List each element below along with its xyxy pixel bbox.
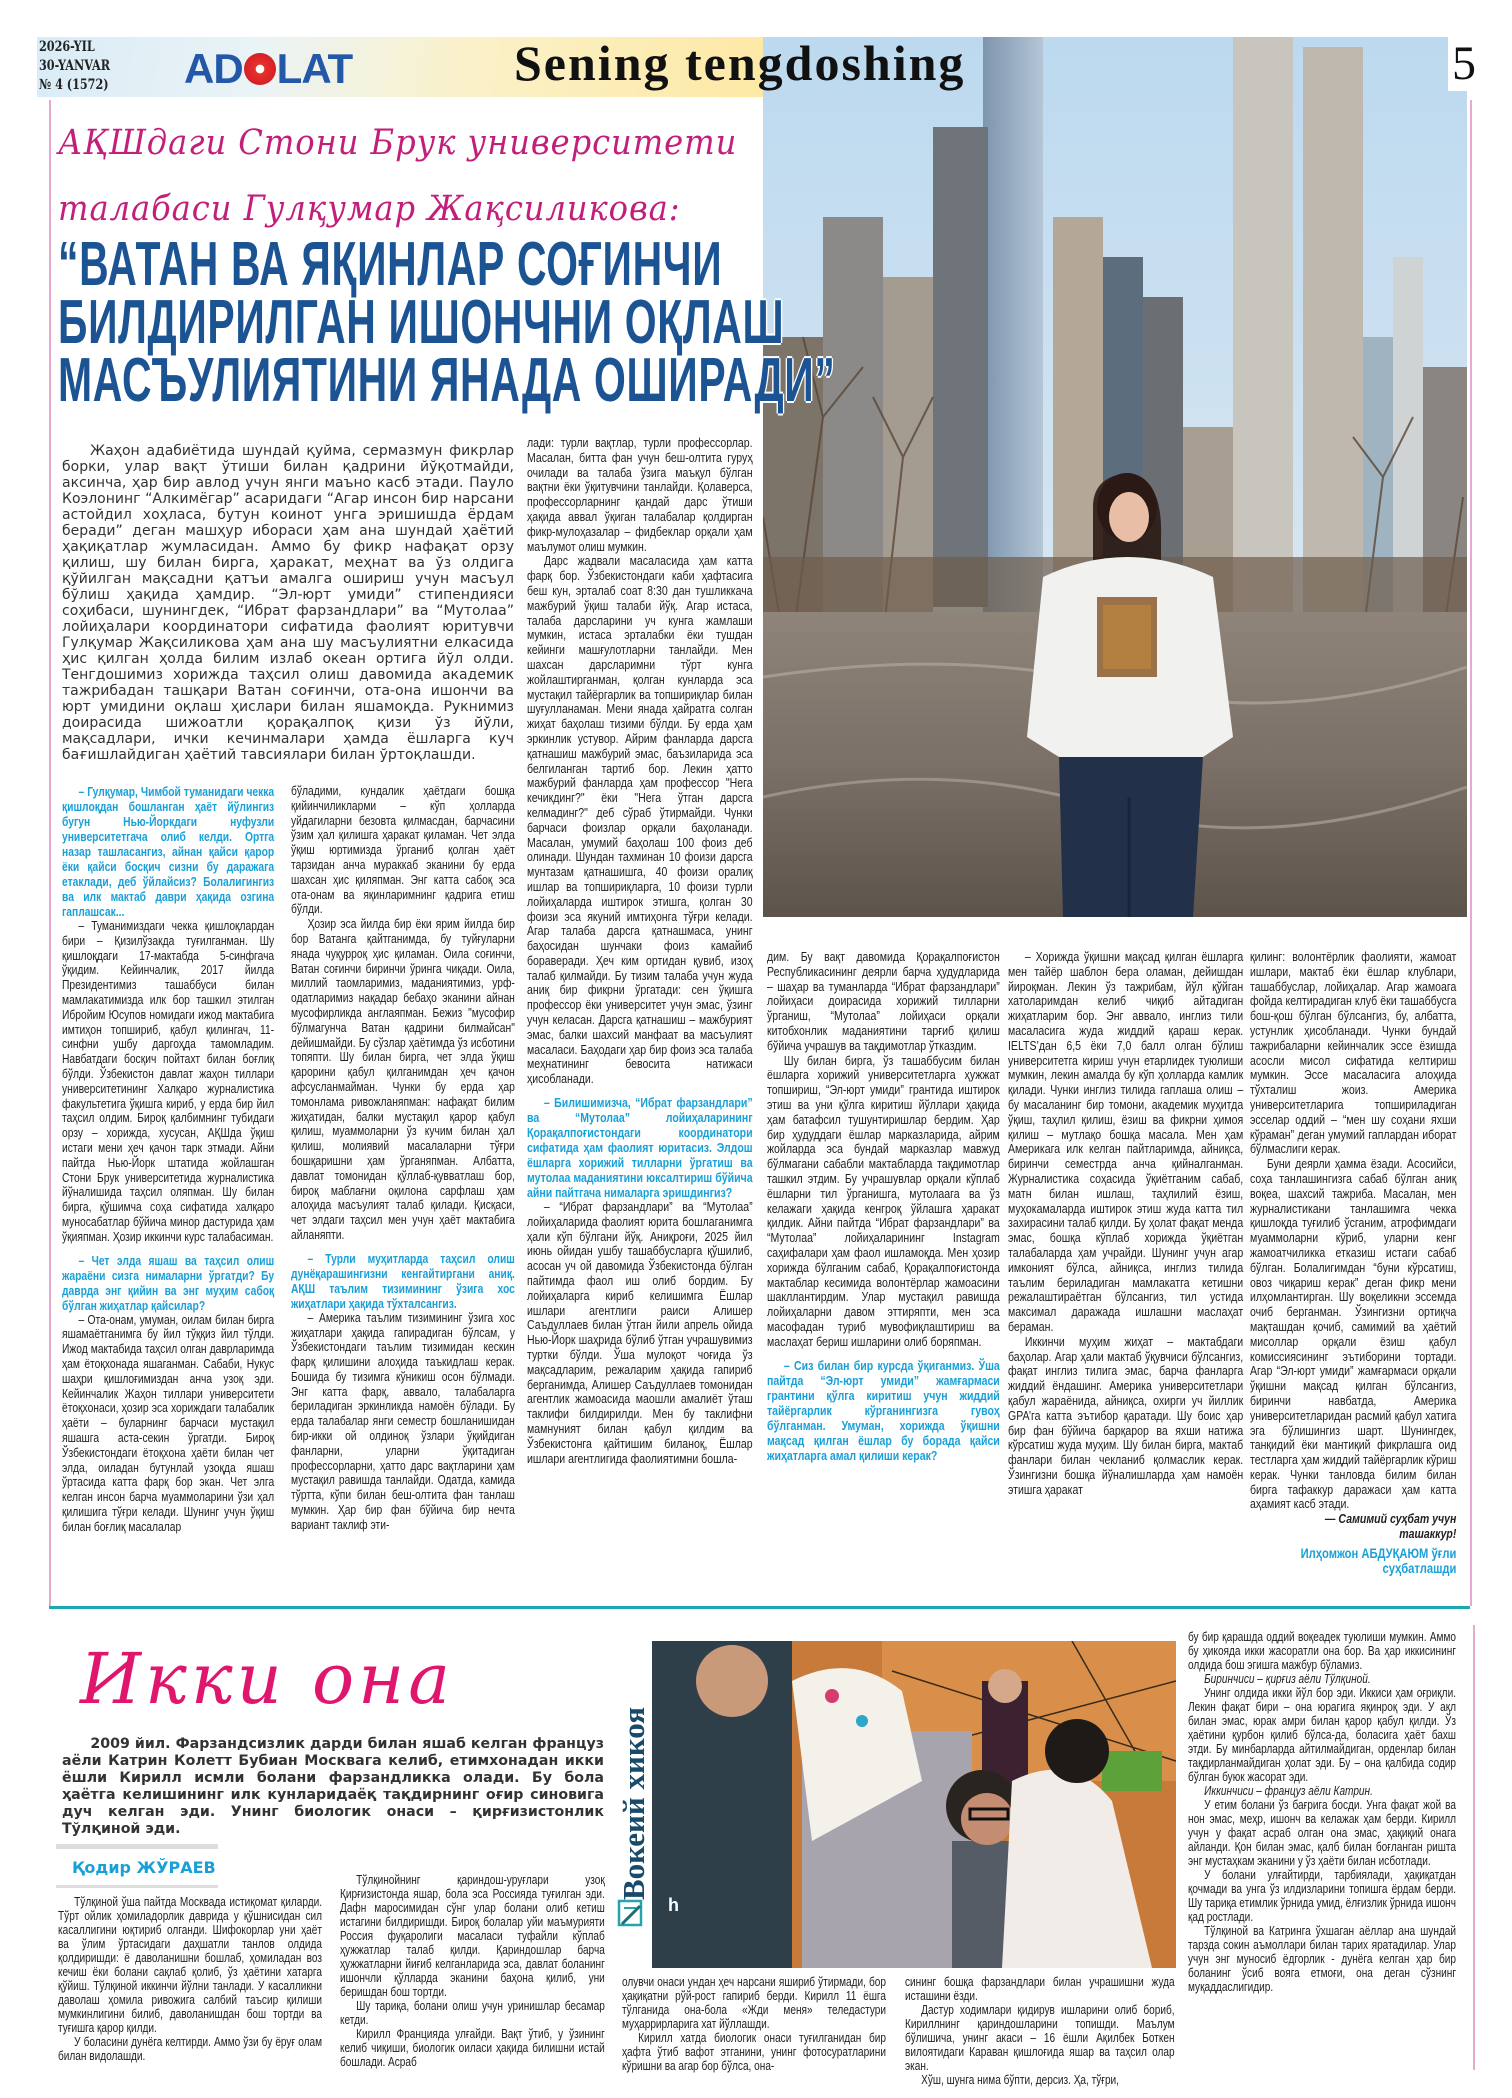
logo-text-left: AD [184, 45, 243, 92]
interview-answer: дим. Бу вақт давомида Қорақалпоғистон Республикасининг деярли барча ҳудудларида – шаҳар ва туманларда “Ибрат фарзандлари” лойиҳаси доирасида хорижий тилларни ўрганиш, “Мутолаа” лойиҳаси орқали китобхонлик маданиятини тарғиб қилиш бўйича учрашув ва тақдимотлар ўтказдим. [767, 949, 1000, 1053]
interview-answer: лади: турли вақтлар, турли профессорлар. Масалан, битта фан учун беш-олтита гуруҳ очилади ва талаба ўзига маъқул бўлган вақтни ёки ўқитувчини танлайди. Қолаверса, профессорларнинг қандай дарс ўтиши ҳақида аввал ўқиган талабалар қолдирган фикр-мулоҳазалар – фидбеклар орқали ҳам маълумот олиш мумкин. [527, 435, 753, 554]
interview-question: – Турли муҳитларда таҳсил олиш дунёқарашингизни кенгайтиргани аниқ. АҚШ таълим тизимининг ўзига хос жиҳатлари ҳақида тўхталсангиз. [291, 1250, 515, 1311]
interview-answer: Шу билан бирга, ўз ташаббусим билан ёшларга хорижий университетларга ҳужжат топшириш, “Эл-юрт умиди” грантида иштирок этиш ва уни қўлга киритиш йўллари ҳақида ҳам батафсил тушунтиришлар бердим. Ҳар бир ҳудуддаги ёшлар марказларида, айрим жойларда эса бундай марказлар мавжуд бўлмагани сабабли мактабларда тақдимотлар ташкил этдим. Бу учрашувлар орқали кўплаб ёшларни тил ўрганишга, мутолаага ва ўз келажаги ҳақида кенгроқ ўйлашга ҳаракат қилдик. Айни пайтда “Ибрат фарзандлари” ва “Мутолаа” лойиҳаларининг Instagram саҳифалари ҳам фаол ишламоқда. Мен ҳозир хорижда бўлганим сабаб, Қорақалпоғистонда мактаблар кесимида волонтёрлар жамоасини шакллантирдим. Улар мустақил равишда лойиҳаларни давом эттиряпти, мен эса масофадан туриб мувофиқлаштириш ва маслаҳат бериш ишларини олиб боряпман. [767, 1052, 1000, 1349]
page-number: 5 [1448, 36, 1480, 91]
story-paragraph: сининг бошқа фарзандлари билан учрашишни жуда исташини ёзди. [905, 1975, 1175, 2003]
reunion-tv-photo [652, 1641, 1176, 1968]
interview-answer: Иккинчи муҳим жиҳат – мактабдаги баҳолар. Агар ҳали мактаб ўқувчиси бўлсангиз, фақат инглиз тилига эмас, барча фанларга жиддий ёндашинг. Америка университетлари қабул жараёнида, айниқса, охирги уч йиллик GPA’га катта эътибор қаратади. Шу боис ҳар бир фан бўйича барқарор ва яхши натижа кўрсатиш жуда муҳим. Шу билан бирга, мактаб фанлари билан чекланиб қолмаслик керак. Ўзингизни бошқа йўналишларда ҳам намоён этишга ҳаракат [1008, 1333, 1244, 1497]
interview-answer: бўладими, кундалик ҳаётдаги бошқа қийинчиликларми – кўп ҳолларда уйдагиларни безовта қилмасдан, барчасини ўзим ҳал қилишга ҳаракат қиламан. Чет элда ўқиш юртимизда ўрганиб қолган ҳаёт тарзидан анча мураккаб эканини бу ерда шахсан ҳис қиляпман. Энг катта сабоқ эса ота-онам ва яқинларимнинг қадрига етиш бўлди. [291, 783, 515, 917]
story-column-2 [340, 1873, 605, 2069]
interview-question: – Гулқумар, Чимбой туманидаги чекка қишлоқдан бошланган ҳаёт йўлингиз бугун Нью-Йоркдаги нуфузли университетгача олиб келди. Ортга назар ташласангиз, айнан қайси қарор ёки қайси босқич сизни бу даражага етаклади, деб ўйлайсиз? Болалигингиз ва илк мактаб даври ҳақида озгина гаплашсак... [62, 784, 275, 919]
article-headline [58, 230, 836, 415]
story-title: Икки она [80, 1638, 454, 1720]
kicker-line-2: талабаси Гулқумар Жақсиликова: [58, 189, 681, 229]
section-rubric: Sening tengdoshing [514, 35, 966, 91]
story-column-4 [905, 1975, 1175, 2087]
story-paragraph: олувчи онаси ундан ҳеч нарсани яшириб ўтирмади, бор ҳақиқатни рўй-рост гапириб берди. Кирилл 11 ёшга тўлганида она-бола «Жди меня» теледастури муҳаррирларига хат йўллашди. [622, 1975, 886, 2031]
article-column-5 [1008, 950, 1243, 1497]
story-paragraph: Тўлқиной ўша пайтда Москвада истиқомат қиларди. Тўрт ойлик ҳомиладорлик даврида у қўшнисидан сил касаллигини юқтириб олганди. Шифокорлар уни ҳаёт ва ўлим ўртасидаги даҳшатли танлов олдида қолдиришди: ё даволанишни бошлаб, ҳомиладан воз кечиш ёки болани сақлаб қолиб, ўз ҳаётини хатарга қўйиш. Тўлқиной иккинчи йўлни танлади. У касалликни даволаш ҳомила ривожига салбий таъсир қилиши мумкинлигини билиб, даволанишдан бош тортди ва туғишга қарор қилди. [58, 1895, 322, 2035]
story-column-5 [1188, 1630, 1456, 1994]
adolat-logo [184, 45, 352, 93]
interview-question: – Чет элда яшаш ва таҳсил олиш жараёни сизга нималарни ўргатди? Бу даврда энг қийин ва энг муҳим сабоқ бўлган жиҳатлар қайсилар? [62, 1252, 275, 1313]
story-author: Қодир ЖЎРАЕВ [56, 1844, 218, 1888]
rose-icon [244, 53, 276, 85]
story-paragraph: У болани улғайтирди, тарбиялади, ҳақиқатдан қочмади ва унга ўз илдизларини топишга ёрдам берди. Шу тариқа етимлик ўрнида умид, ёлғизлик ўрнида ишонч қад ростлади. [1188, 1868, 1456, 1924]
interview-answer: – Ота-онам, умуман, оилам билан бирга яшамаётганимга бу йил тўққиз йил тўлди. Ижод мактабида таҳсил олган даврларимда ҳам ётоқхонада яшаганман. Сабаби, Нукус шаҳри қишлоғимиздан анча узоқ эди. Кейинчалик Жаҳон тиллари университети ётоқхонаси, ҳозир эса хориждаги талабалик ҳаёти – буларнинг барчаси мустақил яшашга аста-секин ўргатди. Бироқ Ўзбекистондаги ётоқхона ҳаёти билан чет элда, оиладан бутунлай узоқда яшаш ўртасида катта фарқ бор экан. Чет элга келган инсон барча муаммоларини ўзи ҳал қилишига тўғри келади. Шунинг учун ўқиш билан боғлиқ масалалар [62, 1311, 275, 1534]
story-paragraph: Хўш, шунга нима бўпти, дерсиз. Ҳа, тўғри, [921, 2073, 1119, 2087]
interview-answer: Ҳозир эса йилда бир ёки ярим йилда бир бор Ватанга қайтганимда, бу туйғуларни янада чуқурроқ ҳис қиламан. Оила соғинчи, Ватан соғинчи биринчи ўринга чиқади. Оила, миллий таомларимиз, маданиятимиз, урф-одатларимиз нақадар бебаҳо эканини айнан мусофирликда англаяпман. Бежиз "мусофир бўлмагунча Ватан қадрини билмайсан" дейишмайди. Бу сўзлар ҳаётимда ўз исботини топяпти. Шу билан бирга, чет элда ўқиш қарорини қабул қилганимдан ҳеч қачон афсусланмайман. Чунки бу ерда ҳар томонлама ривожланяпман: нафақат билим жиҳатидан, балки мустақил қарор қабул қилиш, муаммоларни ўз кучим билан ҳал қилиш, молиявий масалаларни тўғри бошқаришни ҳам ўрганяпман. Албатта, давлат томонидан қўллаб-қувватлаш бор, бироқ маблағни оқилона сарфлаш ҳам алоҳида масъулият талаб қилади. Қисқаси, чет элдаги таҳсил мен учун ҳаёт мактабига айланяпти. [291, 916, 515, 1242]
story-paragraph: бу бир қарашда оддий воқеадек туюлиши мумкин. Аммо бу ҳикояда икки жасоратли она бор. Ва ҳар иккисининг олдида бош эгишга мажбур бўламиз. [1188, 1630, 1456, 1672]
article-column-2 [291, 784, 515, 1533]
interview-question: – Билишимизча, “Ибрат фарзандлари” ва “Мутолаа” лойиҳаларининг Қорақалпоғистондаги координатори сифатида ҳам фаолият юритасиз. Элдош ёшларга хорижий тилларни ўргатиш ва мутолаа маданиятини юксалтириш бўйича айни пайтгача нималарга эришдингиз? [527, 1095, 753, 1201]
pen-paper-icon [616, 1898, 646, 1928]
issue-info [39, 38, 110, 95]
story-column-3 [622, 1975, 886, 2073]
left-border-line [49, 100, 51, 1606]
article-column-1 [62, 784, 274, 1534]
byline-role: суҳбатлашди [1382, 1559, 1457, 1576]
story-paragraph: Дастур ходимлари қидирув ишларини олиб бориб, Кириллнинг қариндошларини топишди. Маълум бўлишича, унинг акаси – 16 ёшли Ақилбек Боткен вилоятидаги Караван қишлоғида яшар ва таҳсил олар экан. [905, 2003, 1175, 2073]
article-kicker [58, 110, 737, 242]
lead-paragraph: 2009 йил. Фарзандсизлик дарди билан яшаб келган француз аёли Катрин Колетт Бубиан Москвага келиб, етимхонадан икки ёшли Кирилл исмли болани фарзандликка олади. Бу бола ҳаётга келишининг илк кунларидаёқ тақдирнинг оғир синовига дуч келган эди. Унинг биологик онаси – қирғизистонлик Тўлқиной эди. [62, 1736, 604, 1837]
byline-name: Илҳомжон АБДУҚАЮМ ўғли [1300, 1544, 1457, 1561]
kicker-line-1: АҚШдаги Стони Брук университети [58, 123, 738, 163]
issue-number: № 4 (1572) [39, 77, 109, 93]
story-column-1 [58, 1895, 322, 2063]
logo-text-right: LAT [276, 45, 353, 92]
article-column-4 [767, 950, 1000, 1463]
interview-answer: – Хорижда ўқишни мақсад қилган ёшларга мен тайёр шаблон бера оламан, дейишдан йироқман. Лекин ўз тажрибам, йўл қўйган хатоларимдан келиб чиқиб айтадиган жиҳатларим бор. Энг аввало, инглиз тили масаласига жуда жиддий қараш керак. IELTS’дан 6,5 ёки 7,0 балл олган бўлиш университетга кириш учун етарлидек туюлиши мумкин, лекин амалда бу кўп ҳолларда камлик қилади. Чунки инглиз тилида гаплаша олиш – бу масаланинг бир томони, академик муҳитда ўқиш, таҳлил қилиш, ёзиш ва фикрни ҳимоя қилиш – мутлақо бошқа масала. Мен ҳам Америкага илк келган пайтларимда, айниқса, биринчи семестрда анча қийналганман. Журналистика соҳасида ўқиётганим сабаб, матн билан ишлаш, таҳлилий ёзиш, муҳокамаларда иштирок этиш жуда катта тил захирасини талаб қилди. Бу ҳолат фақат менда эмас, бошқа кўплаб хорижда ўқиётган талабаларда ҳам учрайди. Шунинг учун агар имконият бўлса, айниқса, инглиз тилида таълим бериладиган мамлакатга кетишни режалаштираётган бўлсангиз, тил устида максимал даражада ишлашни маслаҳат бераман. [1008, 949, 1244, 1334]
headline-line-1: “ВАТАН ВА ЯҚИНЛАР СОҒИНЧИ [58, 230, 723, 299]
story-paragraph: Кирилл хатда биологик онаси туғилганидан бир ҳафта ўтиб вафот этганини, унинг фотосуратларини кўришни ва агар бор бўлса, она- [622, 2031, 886, 2073]
interview-answer: – Туманимиздаги чекка қишлоқлардан бири – Қизилўзакда туғилганман. Шу қишлоқдаги 17-мактабда 5-синфгача ўқидим. Кейинчалик, 2017 йилда Президентимиз ташаббуси билан мамлакатимизда илк бор ташкил этилган Ибройим Юсупов номидаги ижод мактабига имтиҳон топшириб, қабул қилингач, 11-синфни ушбу даргоҳда тамомладим. Навбатдаги босқич пойтахт билан боғлиқ бўлди. Ўзбекистон давлат жаҳон тиллари университетининг Халқаро журналистика факультетига ўқишга кириб, у ерда бир йил таҳсил олдим. Бироқ қалбимнинг тубидаги орзу – хорижда, хусусан, АҚШда ўқиш истаги мени ҳеч қачон тарк этмади. Айни пайтда Нью-Йорк штатида жойлашган Стони Брук университетида журналистика йўналишида таҳсил оляпман. Шу билан бирга, қўшимча соҳа сифатида халқаро муносабатлар бўйича минор дастурида ҳам ўқияпман. Ҳозир иккинчи курс талабасиман. [62, 918, 275, 1244]
closing-thanks: — Самимий суҳбат учун ташаккур! [1324, 1511, 1457, 1542]
story-paragraph: У етим болани ўз бағрига босди. Унга фақат жой ва нон эмас, меҳр, ишонч ва келажак ҳам берди. Кирилл учун у фақат асраб олган она эмас, ҳақиқий онага айланди. Қон билан эмас, қалб билан боғланган ришта энг мустаҳкам эканини у ўз ҳаёти билан исботлади. [1188, 1798, 1456, 1868]
story-paragraph: Тўлқинойнинг қариндош-уруғлари узоқ Қирғизистонда яшар, бола эса Россияда туғилган эди. Дафн маросимидан сўнг улар болани олиб кетиш истагини билдиришди. Бироқ болалар уйи маъмурияти Россия фуқаролиги масаласи туфайли кўплаб ҳужжатлар талаб қилди. Қариндошлар барча ҳужжатларни йиғиб келганларида эса, давлат боланинг ишончли қўлларда эканини баҳона қилиб, уни беришдан бош тортди. [340, 1873, 605, 1999]
tv-channel-logo: h [668, 1895, 679, 1915]
article-column-3 [527, 436, 753, 1466]
story-paragraph: У боласини дунёга келтирди. Аммо ўзи бу ёруғ олам билан видолашди. [58, 2035, 322, 2063]
interview-answer: қилинг: волонтёрлик фаолияти, жамоат ишлари, мактаб ёки ёшлар клублари, ташаббуслар, лойиҳалар. Агар жамоага фойда келтирадиган клуб ёки ташаббусга бош-қош бўлган бўлсангиз, бу, албатта, устунлик ҳисобланади. Чунки бундай тажрибаларни кейинчалик эссе ёзишда асосли мисол сифатида келтириш мумкин. Эссе масаласига алоҳида тўхталиш жоиз. Америка университетларига топшириладиган эсселар оддий – “мен шу соҳани яхши кўраман” деган умумий гаплардан иборат бўлмаслиги керак. [1250, 949, 1457, 1157]
article-column-6 [1250, 950, 1456, 1576]
story-rubric: Вокеий хикоя [616, 1707, 651, 1900]
story-paragraph: Тўлқиной ва Катринга ўхшаган аёллар ана шундай тарзда сокин аъмоллари билан тарих яратадилар. Улар учун энг муносиб ёдгорлик - дунёга келган ҳар бир боланинг ўсиб вояга етмоғи, она деган сўзнинг муқаддаслигидир. [1188, 1924, 1456, 1994]
issue-date: 30-YANVAR [39, 58, 111, 74]
student-central-park-photo [763, 37, 1467, 917]
section-divider [49, 1606, 1470, 1609]
interview-answer: – Америка таълим тизимининг ўзига хос жиҳатлари ҳақида гапирадиган бўлсам, у Ўзбекистондаги таълим тизимидан кескин фарқ қилишини алоҳида таъкидлаш керак. Бошида бу тизимга кўникиш осон бўлмади. Энг катта фарқ, аввало, талабаларга бериладиган эркинликда намоён бўлади. Бу ерда талабалар янги семестр бошланишидан бир-икки ой олдиноқ ўзлари ўқийдиган фанларни, уларни ўқитадиган профессорларни, ҳатто дарс вақтларини ҳам мустақил равишда танлайди. Одатда, камида тўртта, кўпи билан беш-олтита фан танлаш мумкин. Ҳар бир фан бўйича бир нечта вариант таклиф эти- [291, 1309, 515, 1532]
story-paragraph: Шу тариқа, болани олиш учун уринишлар бесамар кетди. [340, 1999, 605, 2027]
byline [1250, 1546, 1456, 1576]
story-paragraph: Унинг олдида икки йўл бор эди. Иккиси ҳам оғриқли. Лекин фақат бири – она юрагига яқинроқ эди. У ақл билан эмас, юрак амри билан қарор қабул қилди. Ўз ҳаётини қурбон қилиб бўлса-да, боласига ҳаёт бахш этди. Бу минбарларда айтилмайдиган, орденлар билан тақдирланмайдиган ҳолат эди. Бу – она қалбида содир бўлган буюк жасорат эди. [1188, 1686, 1456, 1784]
story-right-border [1473, 1625, 1475, 2070]
interview-answer: Дарс жадвали масаласида ҳам катта фарқ бор. Ўзбекистондаги каби ҳафтасига беш кун, эрталаб соат 8:30 дан тушликкача мажбурий ўқиш талаби йўқ. Агар истаса, талаба дарсларини уч кунга жамлаши мумкин, истаса эрталабки ёки тушдан кейинги машғулотларни танлайди. Мен шахсан дарсларимни тўрт кунга жойлаштирганман, қолган кунларда эса мустақил тайёргарлик ва топшириқлар билан шуғулланаман. Мени янада ҳайратга солган жиҳат баҳолаш тизими бўлди. Бу ерда ҳам эркинлик устувор. Айрим фанларда дарсга қатнашиш мажбурий эмас, баъзиларида эса белгиланган тартиб бор. Лекин ҳатто мажбурий фанларда ҳам профессор "Нега кечикдинг?" ёки "Нега ўтган дарсга келмадинг?" деб сўраб ўтирмайди. Чунки барчаси фоизлар орқали баҳоланади. Масалан, умумий баҳолаш 100 фоиз деб олинади. Шундан тахминан 10 фоизи дарсга мунтазам қатнашишга, 40 фоизи оралиқ ишлар ва топшириқларга, 10 фоизи турли лойиҳаларда иштирок этишга, қолган 30 фоизи эса якуний имтиҳонга тўғри келади. Агар талаба дарсга қатнашмаса, унинг баҳосидан шунчаки фоиз камайиб бораверади. Ҳеч ким ортидан қувиб, изоҳ талаб қилмайди. Бу тизим талаба учун жуда аниқ бир фикрни ўргатади: сен ўқишга профессор ёки университет учун эмас, ўзинг учун келасан. Дарсга қатнашиш – мажбурият эмас, балки шахсий манфаат ва масъулият масаласи. Баҳодаги ҳар бир фоиз эса талаба меҳнатининг бевосита натижаси ҳисобланади. [527, 553, 753, 1087]
story-subheading: Биринчиси – қирғиз аёли Тўлқиной. [1204, 1672, 1371, 1686]
issue-year: 2026-YIL [39, 39, 95, 55]
right-border-line [1470, 100, 1472, 1606]
intro-paragraph: Жаҳон адабиётида шундай қуйма, сермазмун фикрлар борки, улар вақт ўтиши билан қадрини йўқотмайди, аксинча, ҳар бир авлод учун янги маъно касб этади. Пауло Коэлонинг “Алкимёгар” асаридаги “Агар инсон бир нарсани астойдил хоҳласа, бутун коинот унга эришишда ёрдам беради” деган машҳур ибораси ҳам ана шундай ҳаётий ҳақиқатлар жумласидан. Аммо бу фикр нафақат орзу қилиш, шу билан бирга, ҳаракат, меҳнат ва ўз олдига қўйилган мақсадни қатъи амалга ошириш учун масъул бўлиш ҳақида ҳамдир. “Эл-юрт умиди” стипендияси соҳибаси, шунингдек, “Ибрат фарзандлари” ва “Мутолаа” лойиҳалари координатори сифатида фаолият юритувчи Гулқумар Жақсиликова ҳам ана шу масъулиятни елкасида ҳис қилган ҳолда билим излаб океан ортига йўл олди. Тенгдошимиз хорижда таҳсил олиш давомида академик тажрибадан ташқари Ватан соғинчи, ота-она ишончи ва юрт умидини оқлаш ҳислари билан яшамоқда. Рукнимиз доирасида шижоатли қорақалпоқ қизи ўз йўли, мақсадлари, ички кечинмалари ҳамда ёшларга куч бағишлайдиган ҳаётий тавсиялари билан ўртоқлашди. [62, 443, 514, 763]
story-subheading: Иккинчиси – француз аёли Катрин. [1204, 1784, 1373, 1798]
story-paragraph: Кирилл Францияда улғайди. Вақт ўтиб, у ўзининг келиб чиқиши, биологик оиласи ҳақида билишни истай бошлади. Асраб [340, 2027, 605, 2069]
headline-line-2: БИЛДИРИЛГАН ИШОНЧНИ ОҚЛАШ [58, 288, 785, 357]
interview-answer: Буни деярли ҳамма ёзади. Асосийси, соҳа танлашингизга сабаб бўлган аниқ воқеа, шахсий тажриба. Масалан, мен журналистикани танлашимга чекка қишлоқда туғилиб ўсганим, атрофимдаги муаммоларни кўриб, уларни кенг жамоатчиликка етказиш истаги сабаб бўлган. Болалигимдан “буни кўрсатиш, овоз чиқариш керак” деган фикр мени илҳомлантирган. Шу воқеликни эссемда очиб берганман. Ўзингизни ортиқча мақташдан қочиб, самимий ва ҳаётий мисоллар орқали ёзиш қабул комиссиясининг эътиборини тортади. Агар “Эл-юрт умиди” жамғармаси орқали ўқишни мақсад қилган бўлсангиз, биринчи навбатда, Америка университетларидан расмий қабул хатига эга бўлишингиз шарт. Шунингдек, танқидий ёки мантиқий фикрлашга оид тестларга ҳам жиддий тайёргарлик кўриш керак. Чунки танловда билим билан бирга тафаккур даражаси ҳам катта аҳамият касб этади. [1250, 1156, 1457, 1512]
interview-question: – Сиз билан бир курсда ўқиганмиз. Ўша пайтда “Эл-юрт умиди” жамғармаси грантини қўлга киритиш учун жиддий тайёргарлик кўрганингизга гувоҳ бўлганман. Умуман, хорижда ўқишни мақсад қилган ёшлар бу борада қайси жиҳатларга амал қилиши керак? [767, 1357, 1000, 1463]
headline-line-3: МАСЪУЛИЯТИНИ ЯНАДА ОШИРАДИ” [58, 346, 836, 415]
article-intro [62, 443, 514, 763]
story-lead [62, 1736, 604, 1838]
interview-answer: – “Ибрат фарзандлари” ва “Мутолаа” лойиҳаларида фаолият юрита бошлаганимга ҳали кўп бўлгани йўқ. Аниқроғи, 2025 йил июнь ойидан ушбу ташаббусларга қўшилиб, асосан уч ой давомида Ўзбекистонда бўлган пайтимда фаол иш олиб бордим. Бу лойиҳаларга кириб келишимга Ёшлар ишлари агентлиги раиси Алишер Саъдуллаев билан ўтган йили апрель ойида Нью-Йорк шаҳрида бўлиб ўтган учрашувимиз туртки бўлди. Ўша мулоқот чоғида ўз мақсадларим, режаларим ҳақида гапириб берганимда, Алишер Саъдуллаев томонидан агентлик жамоасида маошли амалиёт ўташ таклифи билдирилди. Мен бу таклифни мамнуният билан қабул қилдим ва Ўзбекистонга қайтишим биланоқ, Ёшлар ишлари агентлигида фаолиятимни бошла- [527, 1199, 753, 1466]
